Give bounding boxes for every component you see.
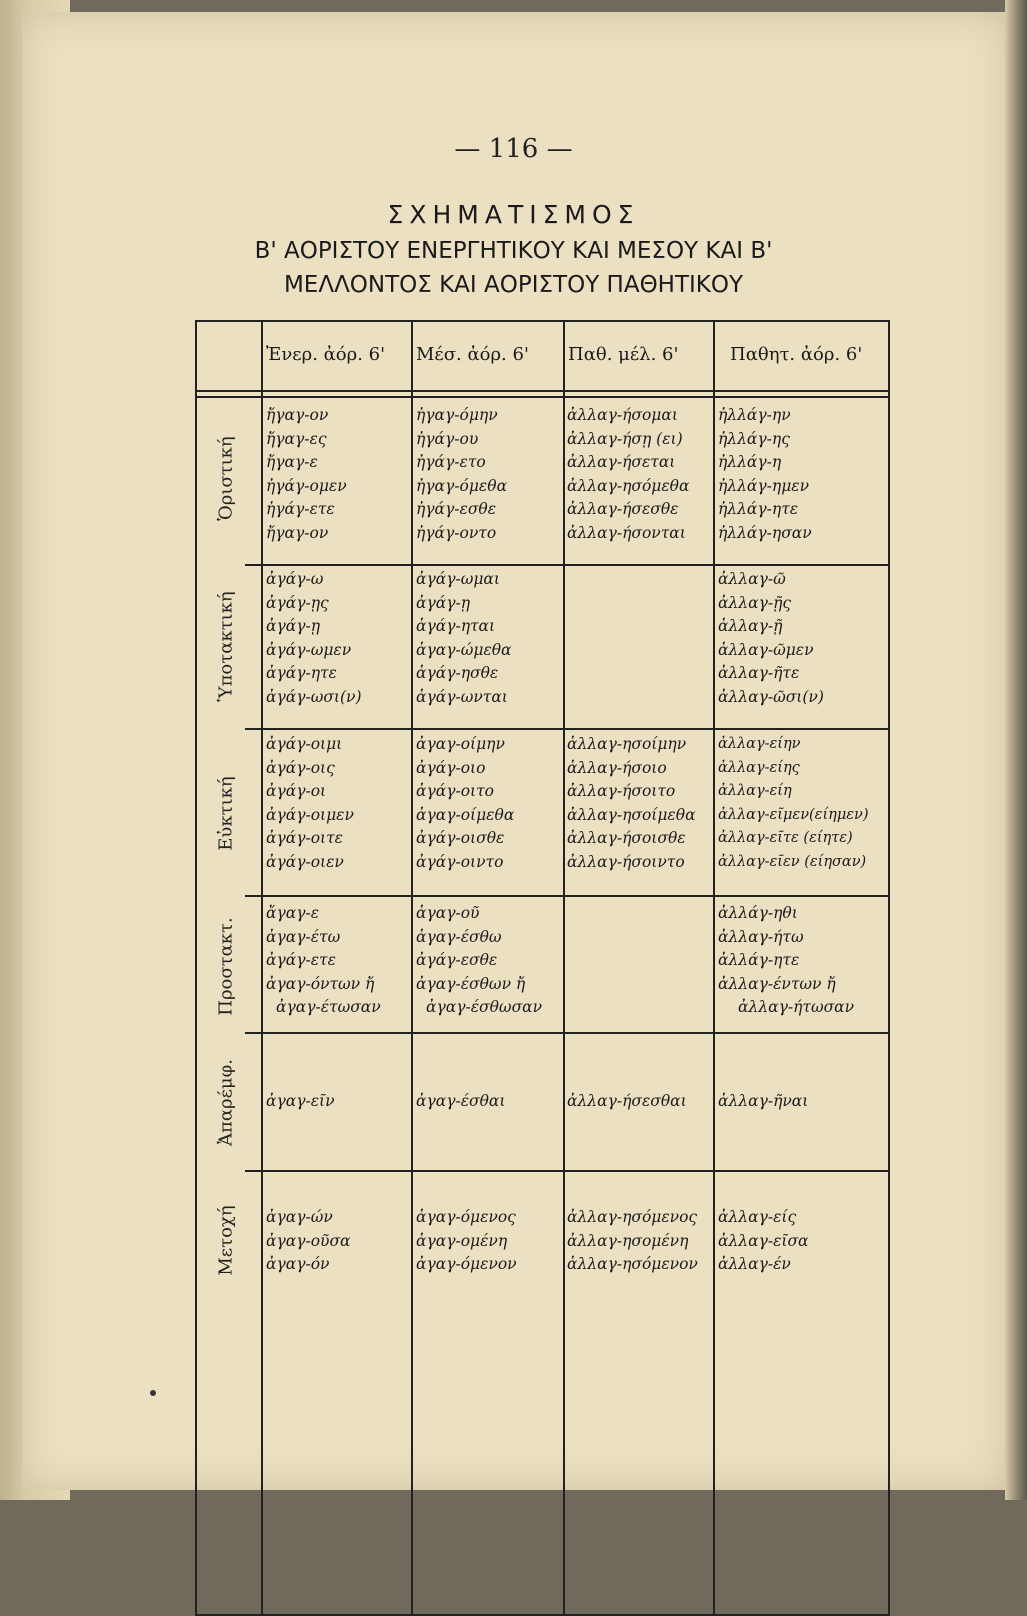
cell-infinitive-passive-aorist: ἀλλαγ-ῆναι (718, 1092, 809, 1110)
row-label-participle: Μετοχή (215, 1205, 237, 1276)
cell-participle-passive-aorist: ἀλλαγ-είς ἀλλαγ-εῖσα ἀλλαγ-έν (718, 1208, 809, 1273)
title-line-3: ΜΕΛΛΟΝΤΟΣ ΚΑΙ ΑΟΡΙΣΤΟΥ ΠΑΘΗΤΙΚΟΥ (283, 272, 744, 298)
row-label-optative: Εὐκτική (215, 776, 237, 851)
title-line-1: ΣΧΗΜΑΤΙΣΜΟΣ (387, 200, 640, 229)
cell-optative-middle: ἀγαγ-οίμην ἀγάγ-οιο ἀγάγ-οιτο ἀγαγ-οίμεθα ἀγάγ-οισθε ἀγάγ-οιντο (416, 735, 515, 871)
cell-subjunctive-active: ἀγάγ-ω ἀγάγ-ῃς ἀγάγ-ῃ ἀγάγ-ωμεν ἀγάγ-ητε ἀγάγ-ωσι(ν) (266, 570, 362, 706)
row-label-subjunctive: Ὑποτακτική (215, 591, 237, 702)
column-divider (261, 322, 263, 1614)
cell-indicative-active: ἤγαγ-ον ἤγαγ-ες ἤγαγ-ε ἠγάγ-ομεν ἠγάγ-ετε ἤγαγ-ον (266, 406, 347, 542)
column-divider (713, 322, 715, 1614)
cell-infinitive-active: ἀγαγ-εῖν (266, 1092, 335, 1110)
row-divider (245, 564, 888, 566)
column-header-middle-aorist: Μέσ. ἀόρ. 6' (416, 344, 529, 365)
cell-subjunctive-middle: ἀγάγ-ωμαι ἀγάγ-ῃ ἀγάγ-ηται ἀγαγ-ώμεθα ἀγάγ-ησθε ἀγάγ-ωνται (416, 570, 512, 706)
page-number: — 116 — (454, 134, 573, 164)
cell-indicative-middle: ἠγαγ-όμην ἠγάγ-ου ἠγάγ-ετο ἠγαγ-όμεθα ἠγάγ-εσθε ἠγάγ-οντο (416, 406, 508, 542)
header-divider (197, 390, 888, 392)
cell-imperative-active: ἄγαγ-ε ἀγαγ-έτω ἀγάγ-ετε ἀγαγ-όντων ἤ ἀγαγ-έτωσαν (266, 904, 381, 1016)
row-divider (245, 895, 888, 897)
row-label-infinitive: Ἀπαρέμφ. (215, 1059, 237, 1146)
cell-optative-passive-future: ἀλλαγ-ησοίμην ἀλλαγ-ήσοιο ἀλλαγ-ήσοιτο ἀλλαγ-ησοίμεθα ἀλλαγ-ήσοισθε ἀλλαγ-ήσοιντο (567, 735, 696, 871)
column-header-passive-future: Παθ. μέλ. 6' (568, 344, 679, 365)
row-divider (245, 1170, 888, 1172)
cell-participle-middle: ἀγαγ-όμενος ἀγαγ-ομένη ἀγαγ-όμενον (416, 1208, 517, 1273)
cell-imperative-middle: ἀγαγ-οῦ ἀγαγ-έσθω ἀγάγ-εσθε ἀγαγ-έσθων ἤ ἀγαγ-έσθωσαν (416, 904, 543, 1016)
cell-imperative-passive-aorist: ἀλλάγ-ηθι ἀλλαγ-ήτω ἀλλάγ-ητε ἀλλαγ-έντων ἤ ἀλλαγ-ήτωσαν (718, 904, 855, 1016)
cell-participle-active: ἀγαγ-ών ἀγαγ-οῦσα ἀγαγ-όν (266, 1208, 351, 1273)
column-header-active-aorist: Ἐνερ. ἀόρ. 6' (266, 344, 386, 365)
cell-subjunctive-passive-aorist: ἀλλαγ-ῶ ἀλλαγ-ῇς ἀλλαγ-ῇ ἀλλαγ-ῶμεν ἀλλαγ-ῆτε ἀλλαγ-ῶσι(ν) (718, 570, 824, 706)
cell-infinitive-passive-future: ἀλλαγ-ήσεσθαι (567, 1092, 687, 1110)
cell-indicative-passive-aorist: ἠλλάγ-ην ἠλλάγ-ης ἠλλάγ-η ἠλλάγ-ημεν ἠλλάγ-ητε ἠλλάγ-ησαν (718, 406, 812, 542)
ink-dot (150, 1390, 156, 1396)
row-divider (245, 728, 888, 730)
row-label-indicative: Ὁριστική (215, 436, 237, 521)
title-line-2: Β' ΑΟΡΙΣΤΟΥ ΕΝΕΡΓΗΤΙΚΟΥ ΚΑΙ ΜΕΣΟΥ ΚΑΙ Β' (254, 238, 773, 264)
column-divider (563, 322, 565, 1614)
row-label-imperative: Προστακτ. (215, 917, 237, 1016)
column-header-passive-aorist: Παθητ. ἀόρ. 6' (730, 344, 863, 365)
row-divider (245, 1032, 888, 1034)
cell-participle-passive-future: ἀλλαγ-ησόμενος ἀλλαγ-ησομένη ἀλλαγ-ησόμενον (567, 1208, 698, 1273)
cell-infinitive-middle: ἀγαγ-έσθαι (416, 1092, 506, 1110)
header-divider (197, 396, 888, 398)
cell-optative-passive-aorist: ἀλλαγ-είην ἀλλαγ-είης ἀλλαγ-είη ἀλλαγ-εῖμεν(είημεν) ἀλλαγ-εῖτε (είητε) ἀλλαγ-εῖεν (είησαν) (718, 736, 869, 870)
cell-optative-active: ἀγάγ-οιμι ἀγάγ-οις ἀγάγ-οι ἀγάγ-οιμεν ἀγάγ-οιτε ἀγάγ-οιεν (266, 735, 354, 871)
cell-indicative-passive-future: ἀλλαγ-ήσομαι ἀλλαγ-ήσῃ (ει) ἀλλαγ-ήσεται ἀλλαγ-ησόμεθα ἀλλαγ-ήσεσθε ἀλλαγ-ήσονται (567, 406, 690, 542)
column-divider (411, 322, 413, 1614)
